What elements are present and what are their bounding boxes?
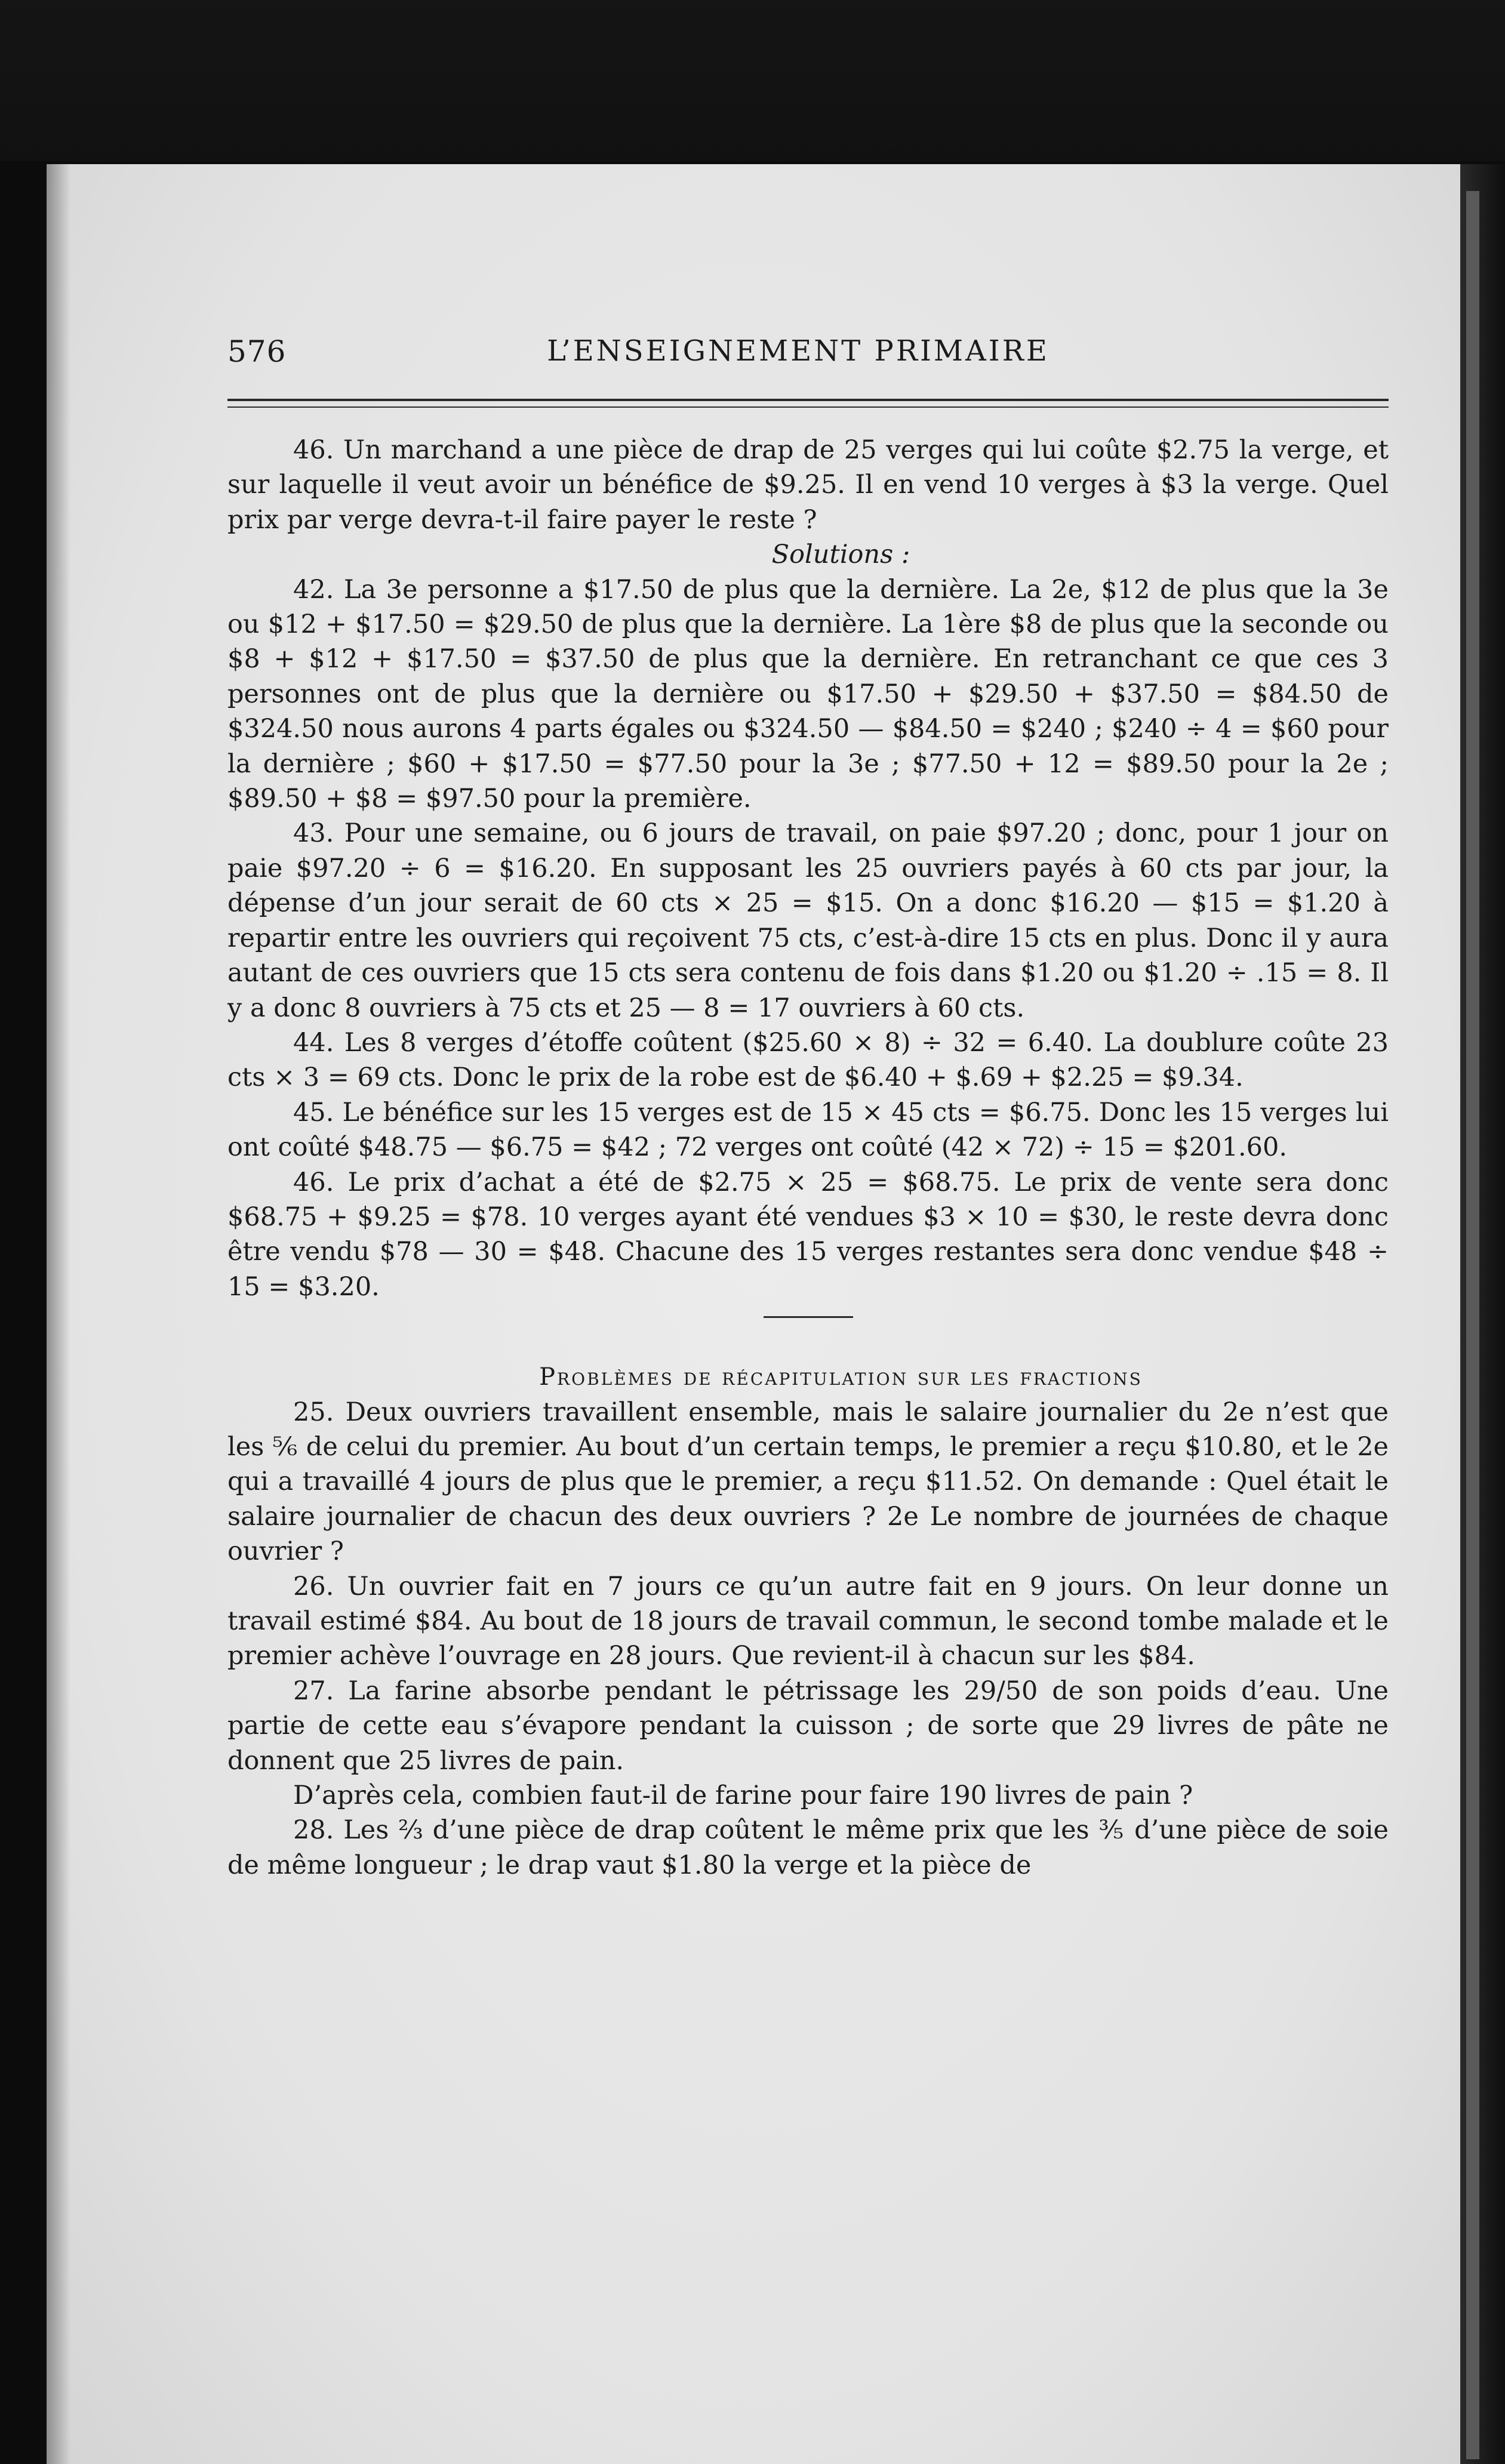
- section-divider: [764, 1316, 853, 1318]
- book-page: [47, 164, 1460, 2464]
- recap-problem-27-question: D’après cela, combien faut-il de farine pour faire 190 livres de pain ?: [293, 1781, 1193, 1811]
- problem-46: 46. Un marchand a une pièce de drap de 25 verges qui lui coûte $2.75 la verge, et sur laquelle il veut avoir un bénéfice de $9.25. Il en vend 10 verges à $3 la verge. Quel prix par verge devra-t-il faire payer le reste ?: [227, 435, 1389, 535]
- page-gutter-shadow: [47, 164, 70, 2464]
- header-rule-thin: [227, 406, 1389, 408]
- solutions-heading: Solutions :: [771, 540, 910, 570]
- running-title: L’ENSEIGNEMENT PRIMAIRE: [547, 334, 1050, 368]
- solution-45: 45. Le bénéfice sur les 15 verges est de 15 × 45 cts = $6.75. Donc les 15 verges lui ont coûté $48.75 — $6.75 = $42 ; 72 verges ont coûté (42 × 72) ÷ 15 = $201.60.: [227, 1097, 1389, 1163]
- solution-42: 42. La 3e personne a $17.50 de plus que la dernière. La 2e, $12 de plus que la 3e ou $12 + $17.50 = $29.50 de plus que la dernière. La 1ère $8 de plus que la seconde ou $8 + $12 + $17.50 = $37.50 de plus que la dernière. En retranchant ce que ces 3 personnes ont de plus que la dernière ou $17.50 + $29.50 + $37.50 = $84.50 de $324.50 nous aurons 4 parts égales ou $324.50 — $84.50 = $240 ; $240 ÷ 4 = $60 pour la dernière ; $60 + $17.50 = $77.50 pour la 3e ; $77.50 + 12 = $89.50 pour la 2e ; $89.50 + $8 = $97.50 pour la première.: [227, 574, 1389, 814]
- recap-heading: Problèmes de récapitulation sur les fractions: [539, 1363, 1143, 1391]
- facing-page-sliver: [1466, 191, 1479, 2459]
- facing-page-edge: [1460, 164, 1505, 2464]
- solution-46: 46. Le prix d’achat a été de $2.75 × 25 = $68.75. Le prix de vente sera donc $68.75 + $9.25 = $78. 10 verges ayant été vendues $3 × 10 = $30, le reste devra donc être vendu $78 — 30 = $48. Chacune des 15 verges restantes sera donc vendue $48 ÷ 15 = $3.20.: [227, 1167, 1389, 1302]
- page-number: 576: [227, 334, 287, 369]
- recap-problem-27: 27. La farine absorbe pendant le pétrissage les 29/50 de son poids d’eau. Une partie de cette eau s’évapore pendant la cuisson ; de sorte que 29 livres de pâte ne donnent que 25 livres de pain.: [227, 1675, 1389, 1776]
- scan-background: [0, 0, 1505, 161]
- recap-problem-28: 28. Les ⅔ d’une pièce de drap coûtent le même prix que les ⅗ d’une pièce de soie de même longueur ; le drap vaut $1.80 la verge et la pièce de: [227, 1815, 1389, 1880]
- recap-problem-25: 25. Deux ouvriers travaillent ensemble, mais le salaire journalier du 2e n’est que les ⅚ de celui du premier. Au bout d’un certain temps, le premier a reçu $10.80, et le 2e qui a travaillé 4 jours de plus que le premier, a reçu $11.52. On demande : Quel était le salaire journalier de chacun des deux ouvriers ? 2e Le nombre de journées de chaque ouvrier ?: [227, 1397, 1389, 1567]
- recap-problem-26: 26. Un ouvrier fait en 7 jours ce qu’un autre fait en 9 jours. On leur donne un travail estimé $84. Au bout de 18 jours de travail commun, le second tombe malade et le premier achève l’ouvrage en 28 jours. Que revient-il à chacun sur les $84.: [227, 1571, 1389, 1671]
- running-head: [186, 334, 1411, 370]
- solution-44: 44. Les 8 verges d’étoffe coûtent ($25.60 × 8) ÷ 32 = 6.40. La doublure coûte 23 cts × 3 = 69 cts. Donc le prix de la robe est de $6.40 + $.69 + $2.25 = $9.34.: [227, 1027, 1389, 1093]
- solution-43: 43. Pour une semaine, ou 6 jours de travail, on paie $97.20 ; donc, pour 1 jour on paie $97.20 ÷ 6 = $16.20. En supposant les 25 ouvriers payés à 60 cts par jour, la dépense d’un jour serait de 60 cts × 25 = $15. On a donc $16.20 — $15 = $1.20 à repartir entre les ouvriers qui reçoivent 75 cts, c’est-à-dire 15 cts en plus. Donc il y aura autant de ces ouvriers que 15 cts sera contenu de fois dans $1.20 ou $1.20 ÷ .15 = 8. Il y a donc 8 ouvriers à 75 cts et 25 — 8 = 17 ouvriers à 60 cts.: [227, 818, 1389, 1023]
- header-rule-thick: [227, 399, 1389, 401]
- body-text: [227, 433, 1389, 1883]
